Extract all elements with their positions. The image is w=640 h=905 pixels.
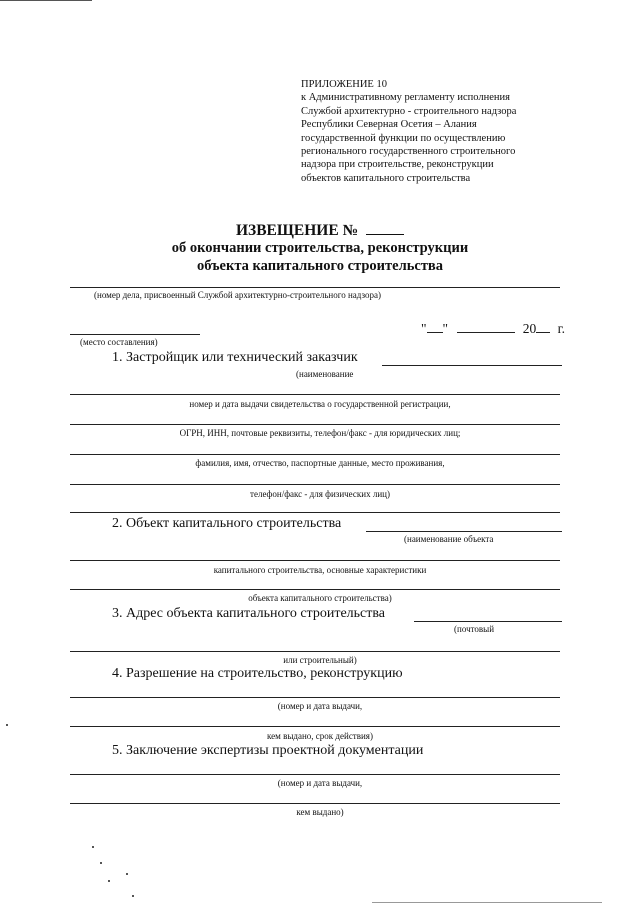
permit-issuer-caption: кем выдано, срок действия) [267,731,373,741]
developer-ogrn-caption: ОГРН, ИНН, почтовые реквизиты, телефон/факс - для юридических лиц; [179,428,461,438]
place-caption: (место составления) [80,337,158,347]
address-build-caption: или строительный) [283,655,357,665]
address-postal-caption: (почтовый [454,624,495,634]
permit-line-2 [70,726,560,727]
section-address: 3. Адрес объекта капитального строительства [112,606,386,621]
section-permit: 4. Разрешение на строительство, реконструкцию [112,666,403,681]
address-line-1 [70,651,560,652]
developer-line-4 [70,484,560,485]
date-field [421,321,565,337]
section-developer: 1. Застройщик или технический заказчик [112,350,358,365]
day-blank [427,332,443,333]
object-separator-line [70,512,560,513]
developer-cert-caption: номер и дата выдачи свидетельства о государственной регистрации, [189,399,451,409]
developer-line-2 [70,424,560,425]
scan-speck [126,873,128,875]
expert-num-caption: (номер и дата выдачи, [277,778,363,788]
place-line [70,334,200,335]
scan-speck [100,862,102,864]
permit-line-1 [70,697,560,698]
appendix-line: к Административному регламенту исполнения [301,92,510,104]
scan-speck [132,895,134,897]
object-name-caption: (наименование объекта [404,534,494,544]
address-line-inline [414,621,562,622]
date-quote-close: " [442,321,449,336]
object-line-1 [70,560,560,561]
date-quote-open: " [421,321,427,336]
developer-line-1 [70,394,560,395]
title-text: ИЗВЕЩЕНИЕ № [235,222,359,239]
developer-name-line [382,365,562,366]
appendix-line: государственной функции по осуществлению [301,132,506,144]
year-prefix: 20 [522,321,537,336]
scan-speck [6,724,8,726]
date-suffix: г. [557,321,566,336]
appendix-line: надзора при строительстве, реконструкции [301,159,494,171]
document-subtitle-line1: об окончании строительства, реконструкции [171,240,469,256]
appendix-line: объектов капитального строительства [301,172,471,184]
case-number-line [70,287,560,288]
permit-num-caption: (номер и дата выдачи, [277,701,363,711]
developer-line-3 [70,454,560,455]
object-name-line [366,531,562,532]
scan-speck [92,846,94,848]
appendix-line: Республики Северная Осетия – Алания [301,119,477,131]
scan-speck [108,880,110,882]
year-blank [536,332,550,333]
appendix-line: Службой архитектурно - строительного надзора [301,105,517,117]
month-blank [457,332,515,333]
expert-line-1 [70,774,560,775]
appendix-line: ПРИЛОЖЕНИЕ 10 [301,79,387,90]
scan-artifact-top [0,0,92,1]
object-line-2 [70,589,560,590]
section-expertise: 5. Заключение экспертизы проектной документации [112,743,424,758]
document-subtitle-line2: объекта капитального строительства [196,258,444,274]
expert-issuer-caption: кем выдано) [296,807,344,817]
object-chars-caption: капитального строительства, основные характеристики [213,565,427,575]
developer-fio-caption: фамилия, имя, отчество, паспортные данные, место проживания, [195,458,445,468]
object-end-caption: объекта капитального строительства) [248,593,392,603]
scan-artifact-bottom [372,902,602,903]
section-object: 2. Объект капитального строительства [112,516,342,531]
expert-line-2 [70,803,560,804]
document-title [0,222,640,240]
case-number-caption: (номер дела, присвоенный Службой архитектурно-строительного надзора) [94,290,381,300]
developer-name-caption: (наименование [296,369,354,379]
appendix-line: регионального государственного строительного [301,146,516,158]
title-number-blank [366,234,404,235]
developer-phone-caption: телефон/факс - для физических лиц) [250,489,390,499]
appendix-block [301,78,561,185]
